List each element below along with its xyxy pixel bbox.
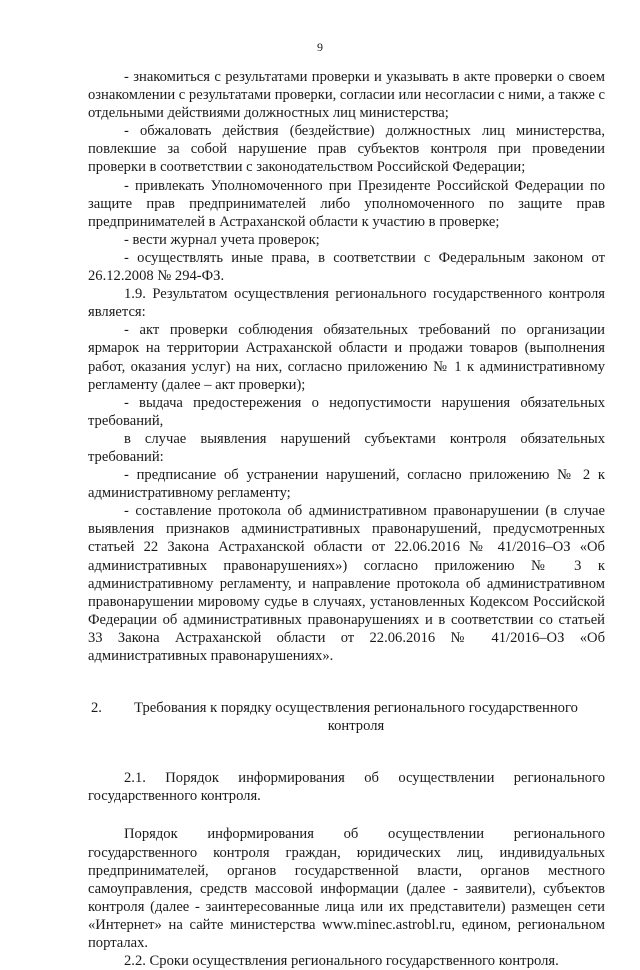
page-number: 9 bbox=[317, 40, 323, 54]
paragraph: Порядок информирования об осуществлении регионального государственного контроля граждан, юридических лиц, индивидуальных предпринимателей, органов государственной власти, органов местного самоуправления, средств массовой информации (далее - заявители), субъектов контроля (далее - заинтересованные лица или их представители) размещен сети «Интернет» на сайте министерства www.minec.astrobl.ru, едином, региональном порталах. bbox=[88, 826, 605, 952]
paragraph: - выдача предостережения о недопустимости нарушения обязательных требований, bbox=[88, 394, 605, 429]
paragraph: в случае выявления нарушений субъектами контроля обязательных требований: bbox=[88, 430, 605, 465]
paragraph: - предписание об устранении нарушений, согласно приложению № 2 к административному регламенту; bbox=[88, 467, 605, 502]
spacer bbox=[88, 665, 605, 699]
paragraph: 2.2. Сроки осуществления регионального государственного контроля. bbox=[124, 953, 559, 970]
paragraph: 1.9. Результатом осуществления регионального государственного контроля является: bbox=[88, 286, 605, 321]
paragraph: - составление протокола об административном правонарушении (в случае выявления признаков административных правонарушений, предусмотренных статьей 22 Закона Астраханской области от 22.06.2016 № 41/2016–ОЗ «Об административных правонарушениях») согласно приложению № 3 к административному регламенту, и направление протокола об административном правонарушении мировому судье в случаях, установленных Кодексом Российской Федерации об административных правонарушениях и в соответствии со статьей 33 Закона Астраханской области от 22.06.2016 № 41/2016–ОЗ «Об административных правонарушениях». bbox=[88, 503, 605, 664]
paragraph: - вести журнал учета проверок; bbox=[124, 231, 320, 248]
paragraph: 2.1. Порядок информирования об осуществлении регионального государственного контроля. bbox=[88, 770, 605, 805]
section-title: Требования к порядку осуществления регионального государственного контроля bbox=[134, 700, 578, 735]
section-number: 2. bbox=[91, 700, 102, 717]
spacer bbox=[88, 735, 605, 769]
section-heading bbox=[88, 699, 605, 735]
paragraph: - привлекать Уполномоченного при Президенте Российской Федерации по защите прав предпринимателей либо уполномоченного по защите прав предпринимателей в Астраханской области к участию в проверке; bbox=[88, 177, 605, 230]
paragraph: - знакомиться с результатами проверки и указывать в акте проверки о своем ознакомлении с результатами проверки, согласии или несогласии с ними, а также с отдельными действиями должностных лиц министерства; bbox=[88, 69, 606, 122]
paragraph: - обжаловать действия (бездействие) должностных лиц министерства, повлекшие за собой нарушение прав субъектов контроля при проведении проверки в соответствии с законодательством Российской Федерации; bbox=[88, 123, 605, 176]
document-body bbox=[88, 68, 605, 970]
paragraph: - осуществлять иные права, в соответствии с Федеральным законом от 26.12.2008 № 294-ФЗ. bbox=[88, 249, 605, 285]
paragraph: - акт проверки соблюдения обязательных требований по организации ярмарок на территории Астраханской области и продажи товаров (выполнения работ, оказания услуг) на них, согласно приложению № 1 к административному регламенту (далее – акт проверки); bbox=[88, 322, 605, 393]
spacer bbox=[88, 805, 605, 825]
